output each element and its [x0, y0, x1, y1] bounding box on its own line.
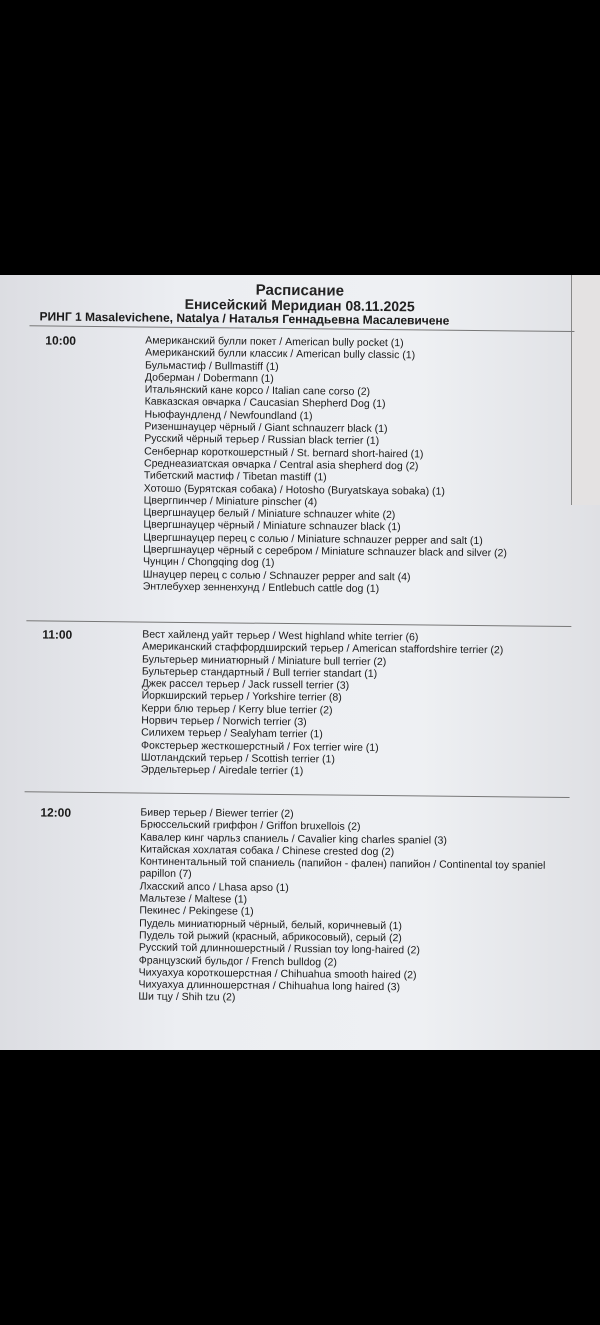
- breed-entry: Американский стаффордширский терьер / American staffordshire terrier (2): [142, 640, 504, 657]
- breed-entry: Цвергшнауцер перец с солью / Miniature schnauzer pepper and salt (1): [143, 531, 483, 547]
- breed-entry: Китайская хохлатая собака / Chinese crested dog (2): [139, 843, 395, 859]
- section-time: 12:00: [40, 805, 72, 820]
- breed-entry: Хотошо (Бурятская собака) / Hotosho (Buryatskaya sobaka) (1): [143, 482, 445, 498]
- breed-entry: Лхасский апсо / Lhasa apso (1): [139, 880, 289, 894]
- breed-entry: Норвич терьер / Norwich terrier (3): [141, 714, 307, 729]
- breed-entry: Вест хайленд уайт терьер / West highland white terrier (6): [142, 628, 419, 644]
- breed-entry: Цвергшнауцер белый / Miniature schnauzer white (2): [143, 506, 396, 522]
- breed-entry: Доберман / Dobermann (1): [144, 371, 274, 385]
- schedule-document: [0, 275, 600, 1050]
- schedule-section-1000: [0, 333, 574, 595]
- breed-entry: Эрдельтерьер / Airedale terrier (1): [140, 763, 304, 778]
- breed-entry: Кавалер кинг чарльз спаниель / Cavalier king charles spaniel (3): [140, 831, 447, 847]
- breed-entry: Пудель той рыжий (красный, абрикосовый), серый (2): [139, 929, 402, 945]
- breed-entry: Тибетский мастиф / Tibetan mastiff (1): [143, 469, 327, 484]
- breed-entry: Русский чёрный терьер / Russian black terrier (1): [144, 432, 380, 448]
- breed-entry: Джек рассел терьер / Jack russell terrier (3): [141, 677, 350, 692]
- breed-entry: Сенбернар короткошерстный / St. bernard short-haired (1): [144, 445, 424, 461]
- breed-entry: Среднеазиатская овчарка / Central asia shepherd dog (2): [143, 457, 419, 473]
- breed-entry: Чихуахуа короткошерстная / Chihuahua smooth haired (2): [138, 966, 417, 982]
- breed-entry: Русский той длинношерстный / Russian toy long-haired (2): [138, 941, 420, 957]
- breed-list: [141, 629, 573, 781]
- schedule-section-1200: [0, 805, 569, 1004]
- breed-list: [138, 806, 570, 1007]
- schedule-section-1100: [0, 627, 571, 778]
- breed-entry: Итальянский кане корсо / Italian cane corso (2): [144, 383, 371, 399]
- section-time: 10:00: [45, 333, 77, 348]
- breed-entry: Чихуахуа длинношерстная / Chihuahua long haired (3): [138, 978, 401, 994]
- breed-entry: Континентальный той спаниель (папийон - фален) папийон / Continental toy spaniel papillon (7): [139, 855, 546, 881]
- breed-entry: Цвергшнауцер чёрный с серебром / Miniature schnauzer black and silver (2): [143, 543, 507, 560]
- event-subtitle: Енисейский Меридиан 08.11.2025: [184, 295, 415, 315]
- divider: [29, 325, 574, 332]
- breed-entry: Американский булли классик / American bully classic (1): [145, 346, 416, 362]
- breed-entry: Цвергшнауцер чёрный / Miniature schnauzer black (1): [143, 518, 401, 534]
- breed-entry: Пекинес / Pekingese (1): [139, 904, 254, 919]
- breed-entry: Ши тцу / Shih tzu (2): [138, 990, 236, 1004]
- breed-entry: Ньюфаундленд / Newfoundland (1): [144, 408, 313, 423]
- breed-entry: Мальтезе / Maltese (1): [139, 892, 248, 906]
- breed-entry: Шнауцер перец с солью / Schnauzer pepper and salt (4): [142, 568, 411, 583]
- breed-entry: Пудель миниатюрный чёрный, белый, коричневый (1): [139, 917, 402, 932]
- document-title: Расписание: [255, 281, 345, 300]
- breed-entry: Брюссельский гриффон / Griffon bruxellois (2): [140, 818, 361, 834]
- breed-entry: Йоркширский терьер / Yorkshire terrier (8): [141, 689, 342, 705]
- divider: [26, 620, 571, 627]
- breed-entry: Бультерьер стандартный / Bull terrier standart (1): [141, 665, 378, 680]
- breed-entry: Цвергпинчер / Miniature pinscher (4): [143, 494, 318, 509]
- breed-entry: Керри блю терьер / Kerry blue terrier (2): [141, 702, 333, 717]
- divider: [25, 791, 570, 798]
- breed-entry: Ризеншнауцер чёрный / Giant schnauzerr black (1): [144, 420, 388, 436]
- section-time: 11:00: [42, 627, 73, 642]
- breed-entry: Бульмастиф / Bullmastiff (1): [145, 359, 279, 373]
- breed-entry: Фокстерьер жесткошерстный / Fox terrier wire (1): [141, 739, 379, 754]
- breed-list: [143, 335, 576, 598]
- breed-entry: Кавказская овчарка / Caucasian Shepherd Dog (1): [144, 396, 386, 411]
- breed-entry: Бультерьер миниатюрный / Miniature bull terrier (2): [141, 653, 387, 668]
- breed-entry: Силихем терьер / Sealyham terrier (1): [141, 726, 323, 741]
- breed-entry: Шотландский терьер / Scottish terrier (1): [140, 751, 335, 766]
- breed-entry: Американский булли покет / American bully pocket (1): [145, 334, 404, 350]
- breed-entry: Бивер терьер / Biewer terrier (2): [140, 806, 294, 821]
- ring-judge-heading: РИНГ 1 Masalevichene, Natalya / Наталья Геннадьевна Масалевичене: [39, 309, 450, 328]
- breed-entry: Чунцин / Chongqing dog (1): [142, 555, 275, 570]
- breed-entry: Французский бульдог / French bulldog (2): [138, 954, 337, 969]
- breed-entry: Энтлебухер зенненхунд / Entlebuch cattle dog (1): [142, 580, 380, 595]
